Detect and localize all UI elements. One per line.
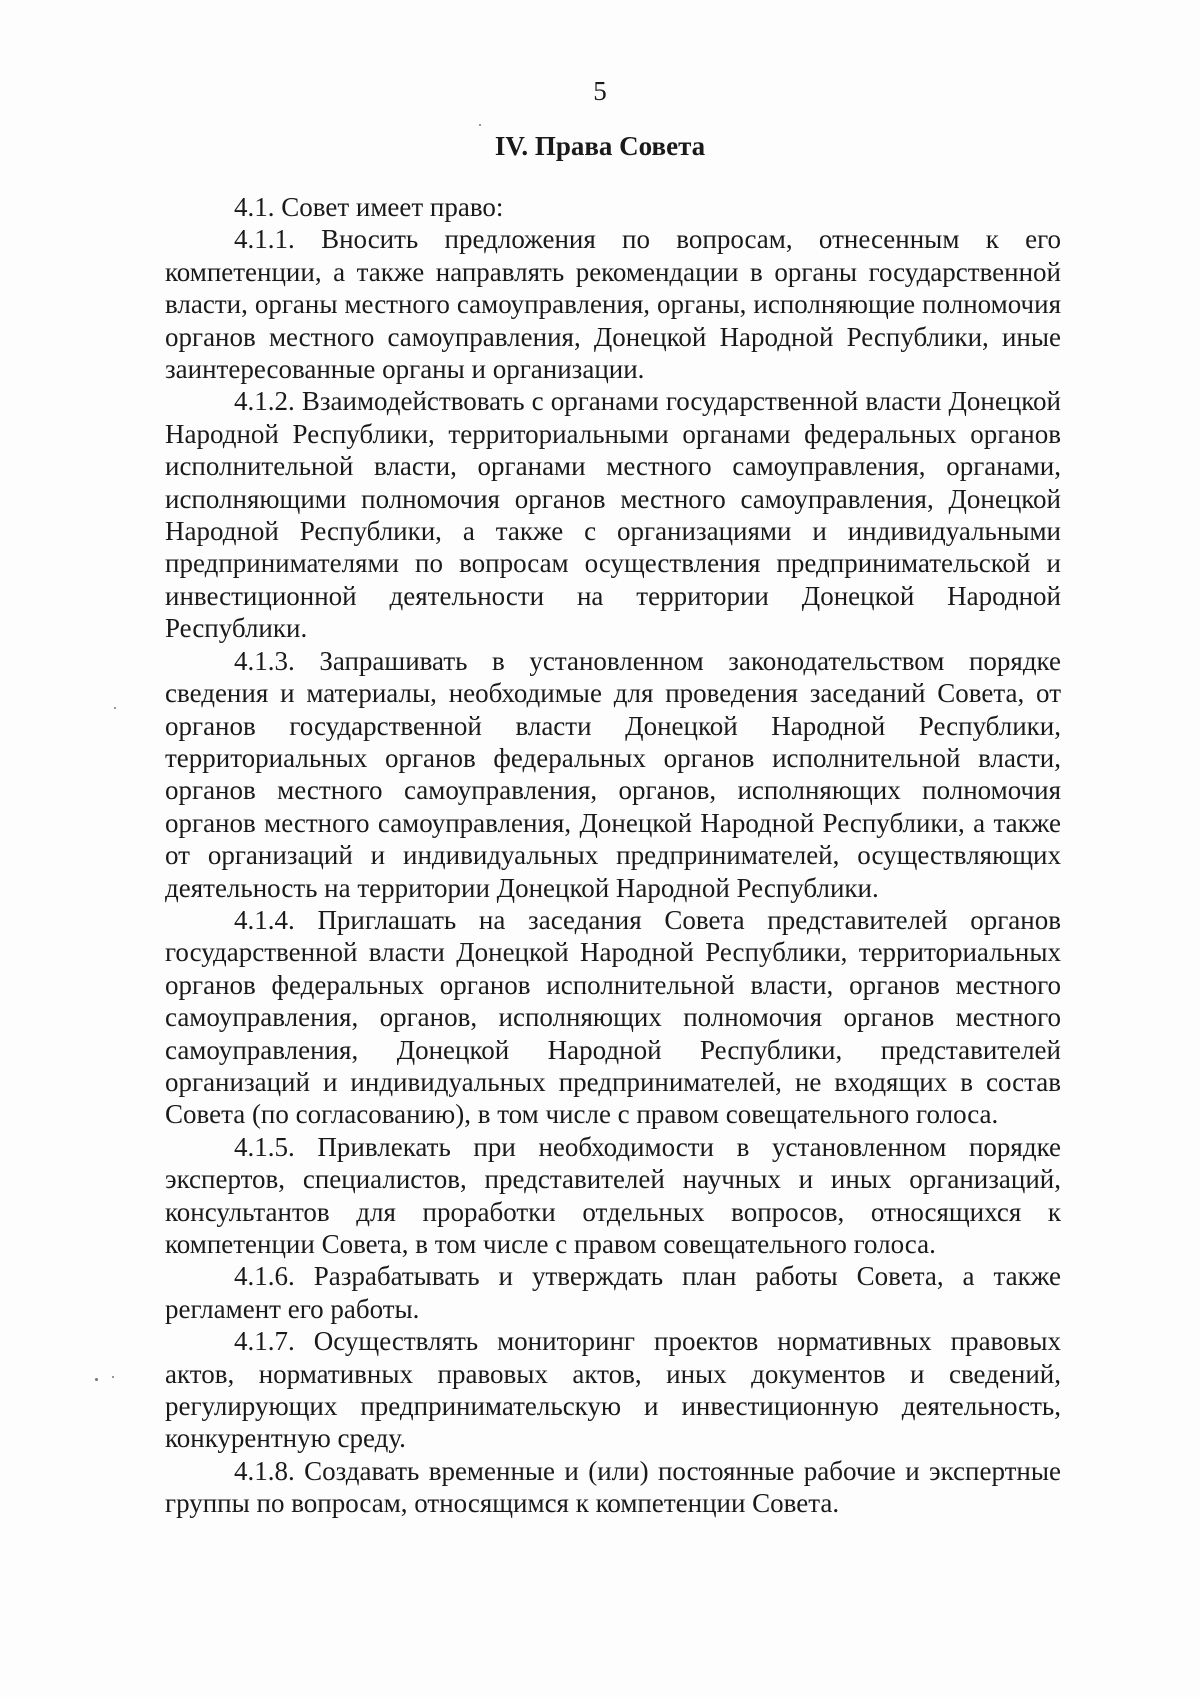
clause-number: 4.1.1. [234, 224, 295, 255]
clause-4-1-3 [165, 645, 1061, 904]
page-number: 5 [593, 76, 607, 106]
document-body [165, 191, 1061, 1520]
clause-4-1-6 [165, 1260, 1061, 1325]
clause-text: Запрашивать в установленном законодательством порядке сведения и материалы, необходимые для проведения заседаний Совета, от органов государственной власти Донецкой Народной Республики, территориальных органов федеральных органов исполнительной власти, органов местного самоуправления, органов, исполняющих полномочия органов местного самоуправления, Донецкой Народной Республики, а также от организаций и индивидуальных предпринимателей, осуществляющих деятельность на территории Донецкой Народной Республики. [165, 645, 1061, 903]
clause-number: 4.1.7. [234, 1326, 295, 1357]
clause-number: 4.1.3. [234, 645, 295, 676]
clause-text: Вносить предложения по вопросам, отнесенным к его компетенции, а также направлять рекомендации в органы государственной власти, органы местного самоуправления, органы, исполняющие полномочия органов местного самоуправления, Донецкой Народной Республики, иные заинтересованные органы и организации. [165, 224, 1062, 385]
clause-number: 4.1. [234, 192, 275, 222]
clause-text: Приглашать на заседания Совета представителей органов государственной власти Донецкой Народной Республики, территориальных органов федеральных органов исполнительной власти, органов местного самоуправления, органов, исполняющих полномочия органов местного самоуправления, Донецкой Народной Республики, представителей организаций и индивидуальных предпринимателей, не входящих в состав Совета (по согласованию), в том числе с правом совещательного голоса. [165, 904, 1061, 1130]
clause-number: 4.1.8. [234, 1455, 295, 1486]
clause-text: Совет имеет право: [281, 192, 504, 222]
clause-number: 4.1.4. [234, 904, 295, 935]
clause-4-1-7 [165, 1325, 1061, 1455]
clause-4-1 [165, 191, 1061, 223]
clause-4-1-8 [165, 1455, 1061, 1520]
section-title: IV. Права Совета [494, 131, 706, 161]
scan-speck [479, 124, 481, 126]
clause-text: Разрабатывать и утверждать план работы Совета, а также регламент его работы. [165, 1261, 1061, 1324]
clause-4-1-2 [165, 385, 1061, 644]
clause-text: Осуществлять мониторинг проектов нормативных правовых актов, нормативных правовых актов, иных документов и сведений, регулирующих предпринимательскую и инвестиционную деятельность, конкурентную среду. [165, 1326, 1062, 1454]
clause-number: 4.1.5. [234, 1131, 295, 1162]
clause-text: Взаимодействовать с органами государственной власти Донецкой Народной Республики, территориальными органами федеральных органов исполнительной власти, органами местного самоуправления, органами, исполняющими полномочия органов местного самоуправления, Донецкой Народной Республики, а также с организациями и индивидуальными предпринимателями по вопросам осуществления предпринимательской и инвестиционной деятельности на территории Донецкой Народной Республики. [165, 386, 1062, 644]
clause-number: 4.1.6. [234, 1261, 295, 1292]
clause-text: Привлекать при необходимости в установленном порядке экспертов, специалистов, представителей научных и иных организаций, консультантов для проработки отдельных вопросов, относящихся к компетенции Совета, в том числе с правом совещательного голоса. [165, 1131, 1062, 1259]
clause-4-1-1 [165, 223, 1061, 385]
clause-text: Создавать временные и (или) постоянные рабочие и экспертные группы по вопросам, относящимся к компетенции Совета. [165, 1455, 1061, 1519]
clause-4-1-5 [165, 1131, 1061, 1261]
scan-speck [114, 707, 116, 709]
clause-4-1-4 [165, 904, 1061, 1131]
scan-speck [112, 1376, 114, 1378]
clause-number: 4.1.2. [234, 386, 295, 417]
scan-speck [95, 1378, 98, 1381]
